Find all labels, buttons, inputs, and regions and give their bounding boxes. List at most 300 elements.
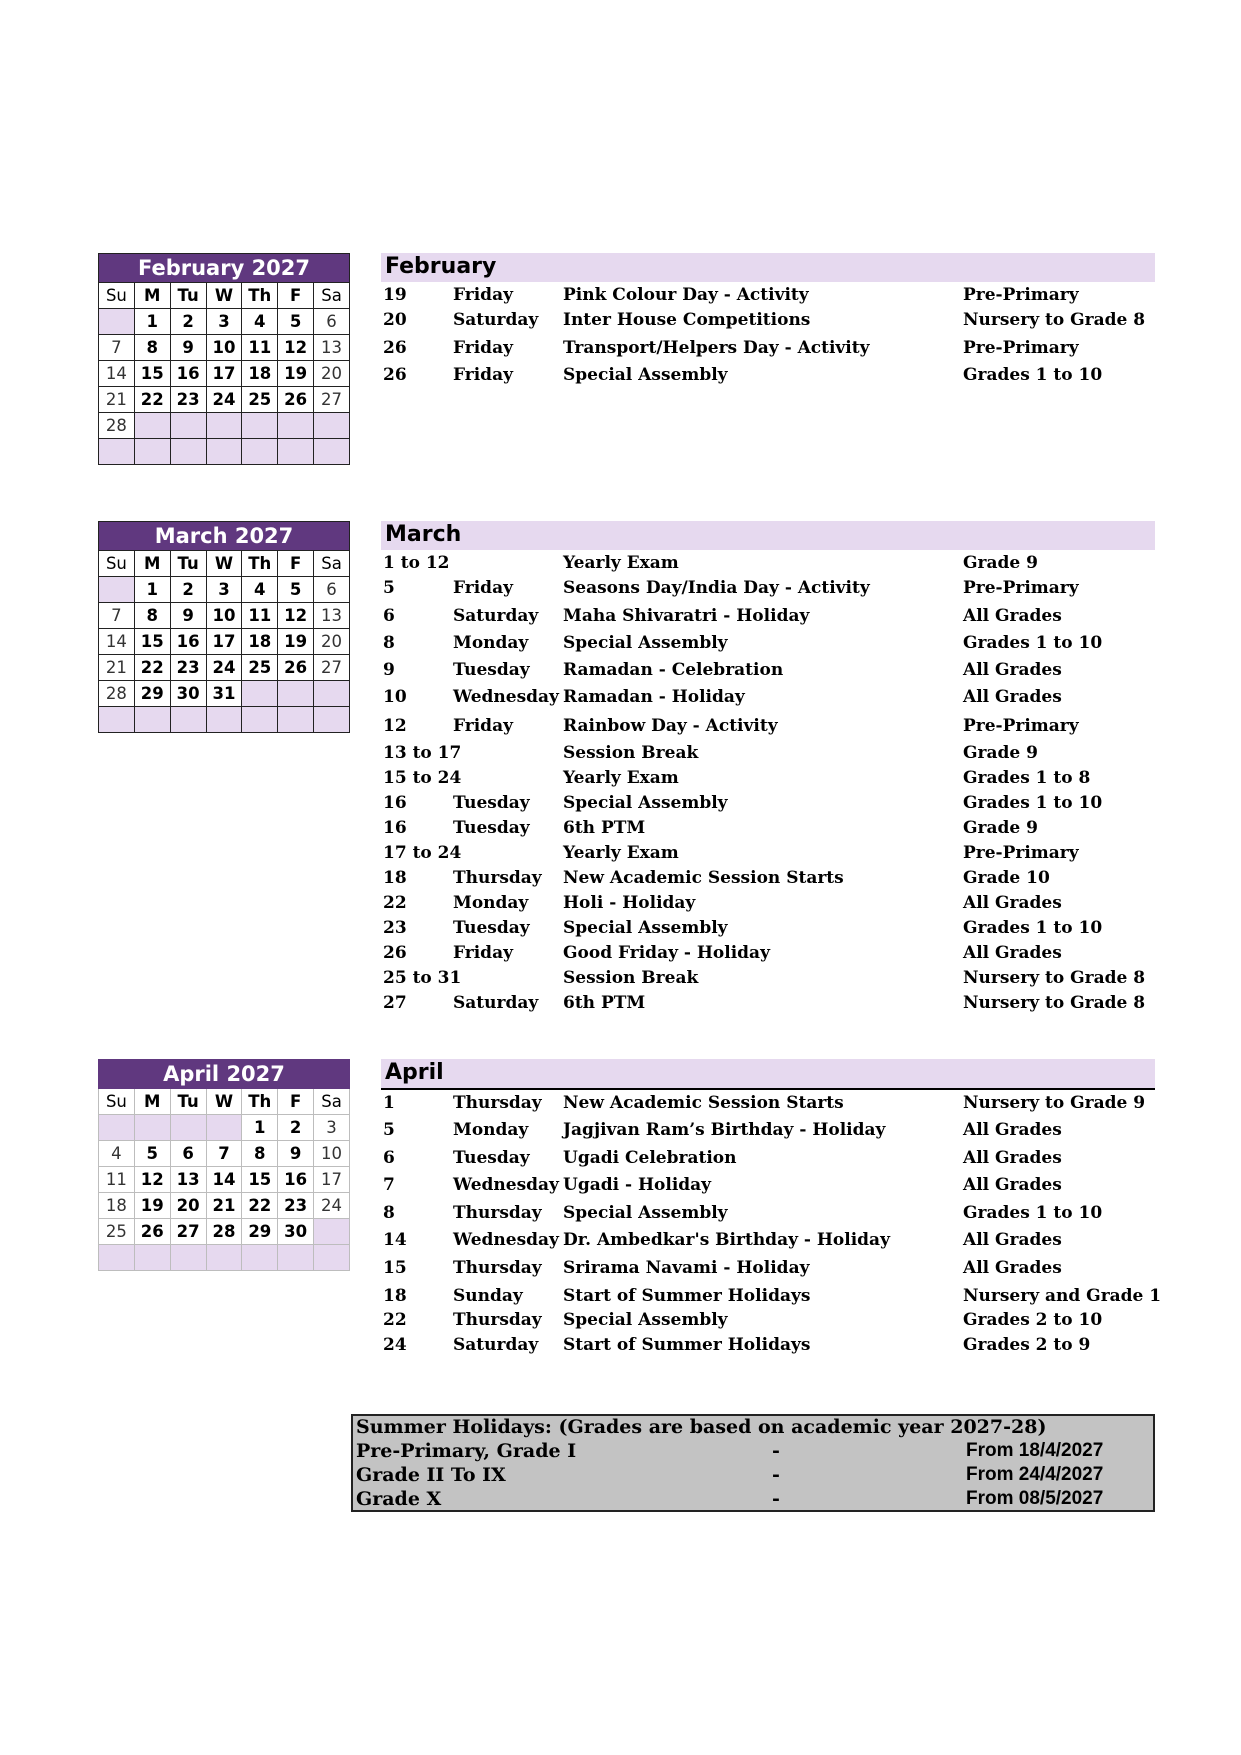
calendar-day: 3	[206, 577, 242, 603]
event-weekday: Wednesday	[453, 1230, 559, 1250]
calendar-day: 5	[278, 309, 314, 335]
weekday-label: Sa	[314, 283, 350, 309]
month-header-march	[381, 521, 1155, 550]
calendar-week-row	[99, 577, 350, 603]
event-row	[383, 553, 1163, 575]
event-title: Special Assembly	[563, 365, 728, 385]
calendar-empty-cell	[278, 707, 314, 733]
calendar-empty-cell	[99, 1245, 135, 1271]
event-grades: Pre-Primary	[963, 578, 1079, 598]
event-weekday: Friday	[453, 338, 513, 358]
calendar-empty-cell	[206, 439, 242, 465]
calendar-day: 8	[134, 603, 170, 629]
event-row	[383, 743, 1163, 765]
calendar-day: 23	[170, 655, 206, 681]
event-date: 6	[383, 606, 395, 626]
calendar-day: 12	[278, 603, 314, 629]
calendar-empty-cell	[206, 1115, 242, 1141]
event-title: Ugadi - Holiday	[563, 1175, 712, 1195]
calendar-week-row	[99, 655, 350, 681]
calendar-day: 14	[99, 361, 135, 387]
calendar-day: 28	[99, 681, 135, 707]
calendar-title: March 2027	[99, 522, 350, 551]
calendar-day: 10	[206, 603, 242, 629]
event-date: 24	[383, 1335, 407, 1355]
event-grades: Grades 2 to 9	[963, 1335, 1091, 1355]
event-title: Special Assembly	[563, 1203, 728, 1223]
event-row	[383, 1175, 1163, 1197]
event-title: Rainbow Day - Activity	[563, 716, 778, 736]
weekday-header-row	[99, 551, 350, 577]
event-title: Special Assembly	[563, 633, 728, 653]
event-title: Ugadi Celebration	[563, 1148, 737, 1168]
calendar-day: 2	[170, 309, 206, 335]
weekday-label: Tu	[170, 283, 206, 309]
calendar-empty-cell	[170, 413, 206, 439]
event-date: 7	[383, 1175, 395, 1195]
event-date: 18	[383, 1286, 407, 1306]
calendar-day: 3	[314, 1115, 350, 1141]
summer-holidays-box	[351, 1414, 1155, 1512]
calendar-day: 27	[314, 387, 350, 413]
calendar-day: 18	[242, 361, 278, 387]
event-weekday: Tuesday	[453, 793, 530, 813]
event-title: Start of Summer Holidays	[563, 1286, 811, 1306]
event-weekday: Friday	[453, 716, 513, 736]
calendar-day: 9	[170, 603, 206, 629]
calendar-empty-cell	[278, 681, 314, 707]
summer-from: From 24/4/2027	[966, 1464, 1104, 1485]
calendar-day: 7	[99, 335, 135, 361]
calendar-day: 13	[314, 603, 350, 629]
calendar-day: 24	[206, 655, 242, 681]
event-grades: All Grades	[963, 1148, 1062, 1168]
event-date: 26	[383, 338, 407, 358]
event-row	[383, 1335, 1163, 1357]
calendar-day: 7	[206, 1141, 242, 1167]
event-date: 13 to 17	[383, 743, 462, 763]
event-row	[383, 338, 1163, 360]
event-weekday: Tuesday	[453, 818, 530, 838]
event-title: Yearly Exam	[563, 843, 679, 863]
event-date: 22	[383, 1310, 407, 1330]
event-row	[383, 1093, 1163, 1115]
weekday-label: Tu	[170, 1089, 206, 1115]
weekday-label: Sa	[314, 1089, 350, 1115]
event-row	[383, 1286, 1163, 1308]
event-weekday: Saturday	[453, 1335, 539, 1355]
calendar-empty-cell	[99, 577, 135, 603]
event-row	[383, 993, 1163, 1015]
summer-row	[356, 1440, 1151, 1464]
calendar-day: 16	[170, 629, 206, 655]
calendar-week-row	[99, 707, 350, 733]
month-title: April	[385, 1060, 444, 1085]
event-title: Yearly Exam	[563, 768, 679, 788]
event-weekday: Saturday	[453, 310, 539, 330]
event-grades: Grade 9	[963, 553, 1038, 573]
event-row	[383, 843, 1163, 865]
summer-from: From 18/4/2027	[966, 1440, 1104, 1461]
summer-group: Grade X	[356, 1488, 442, 1510]
calendar-day: 12	[134, 1167, 170, 1193]
event-weekday: Monday	[453, 893, 529, 913]
calendar-week-row	[99, 1141, 350, 1167]
calendar-day: 20	[314, 629, 350, 655]
calendar-empty-cell	[170, 439, 206, 465]
calendar-day: 10	[314, 1141, 350, 1167]
event-row	[383, 716, 1163, 738]
event-title: New Academic Session Starts	[563, 868, 844, 888]
event-date: 20	[383, 310, 407, 330]
calendar-day: 17	[206, 629, 242, 655]
event-row	[383, 918, 1163, 940]
event-grades: All Grades	[963, 687, 1062, 707]
calendar-day: 14	[99, 629, 135, 655]
calendar-day: 8	[242, 1141, 278, 1167]
calendar-day: 28	[99, 413, 135, 439]
event-grades: Nursery to Grade 9	[963, 1093, 1146, 1113]
event-grades: Pre-Primary	[963, 716, 1079, 736]
calendar-day: 29	[134, 681, 170, 707]
calendar-day: 11	[242, 335, 278, 361]
event-title: Special Assembly	[563, 918, 728, 938]
calendar-day: 30	[278, 1219, 314, 1245]
calendar-empty-cell	[314, 439, 350, 465]
summer-dash: -	[772, 1488, 780, 1510]
event-date: 26	[383, 365, 407, 385]
calendar-week-row	[99, 603, 350, 629]
calendar-day: 2	[170, 577, 206, 603]
event-weekday: Friday	[453, 578, 513, 598]
calendar-day: 19	[278, 629, 314, 655]
event-row	[383, 606, 1163, 628]
event-grades: Pre-Primary	[963, 843, 1079, 863]
calendar-day: 4	[99, 1141, 135, 1167]
event-date: 8	[383, 633, 395, 653]
event-grades: All Grades	[963, 660, 1062, 680]
calendar-empty-cell	[170, 1245, 206, 1271]
summer-dash: -	[772, 1464, 780, 1486]
calendar-day: 1	[134, 577, 170, 603]
calendar-empty-cell	[314, 1219, 350, 1245]
calendar-day: 9	[170, 335, 206, 361]
event-date: 15	[383, 1258, 407, 1278]
weekday-label: Su	[99, 551, 135, 577]
event-weekday: Wednesday	[453, 687, 559, 707]
weekday-label: Th	[242, 283, 278, 309]
event-grades: All Grades	[963, 606, 1062, 626]
event-title: 6th PTM	[563, 818, 646, 838]
calendar-week-row	[99, 1219, 350, 1245]
calendar-empty-cell	[134, 707, 170, 733]
calendar-empty-cell	[242, 681, 278, 707]
calendar-day: 19	[134, 1193, 170, 1219]
event-title: Inter House Competitions	[563, 310, 811, 330]
event-weekday: Thursday	[453, 1310, 542, 1330]
event-row	[383, 1148, 1163, 1170]
event-grades: Grades 1 to 8	[963, 768, 1091, 788]
event-title: Jagjivan Ram’s Birthday - Holiday	[563, 1120, 886, 1140]
calendar-empty-cell	[99, 439, 135, 465]
event-date: 6	[383, 1148, 395, 1168]
month-header-february	[381, 253, 1155, 282]
calendar-empty-cell	[242, 1245, 278, 1271]
calendar-empty-cell	[99, 1115, 135, 1141]
calendar-empty-cell	[99, 707, 135, 733]
event-grades: Grades 2 to 10	[963, 1310, 1103, 1330]
event-date: 23	[383, 918, 407, 938]
summer-heading-text: Summer Holidays: (Grades are based on academic year 2027-28)	[356, 1416, 1047, 1438]
calendar-day: 5	[134, 1141, 170, 1167]
calendar-day: 5	[278, 577, 314, 603]
event-grades: Grades 1 to 10	[963, 918, 1103, 938]
summer-dash: -	[772, 1440, 780, 1462]
event-date: 17 to 24	[383, 843, 462, 863]
calendar-day: 4	[242, 577, 278, 603]
event-title: Srirama Navami - Holiday	[563, 1258, 810, 1278]
event-title: Maha Shivaratri - Holiday	[563, 606, 810, 626]
calendar-day: 26	[278, 387, 314, 413]
calendar-day: 7	[99, 603, 135, 629]
event-grades: All Grades	[963, 1258, 1062, 1278]
event-weekday: Monday	[453, 1120, 529, 1140]
calendar-day: 6	[314, 309, 350, 335]
event-row	[383, 768, 1163, 790]
calendar-title: February 2027	[99, 254, 350, 283]
event-row	[383, 687, 1163, 709]
summer-heading	[356, 1416, 1151, 1440]
calendar-empty-cell	[314, 707, 350, 733]
calendar-empty-cell	[99, 309, 135, 335]
event-date: 8	[383, 1203, 395, 1223]
event-weekday: Thursday	[453, 1258, 542, 1278]
calendar-empty-cell	[134, 413, 170, 439]
event-date: 16	[383, 793, 407, 813]
event-grades: All Grades	[963, 1120, 1062, 1140]
calendar-empty-cell	[314, 1245, 350, 1271]
event-weekday: Thursday	[453, 1093, 542, 1113]
event-grades: Pre-Primary	[963, 338, 1079, 358]
summer-row	[356, 1464, 1151, 1488]
event-row	[383, 633, 1163, 655]
event-title: Yearly Exam	[563, 553, 679, 573]
event-grades: Grade 9	[963, 743, 1038, 763]
event-grades: Grades 1 to 10	[963, 633, 1103, 653]
event-weekday: Wednesday	[453, 1175, 559, 1195]
calendar-week-row	[99, 439, 350, 465]
event-row	[383, 868, 1163, 890]
event-row	[383, 1258, 1163, 1280]
mini-calendar-february	[98, 253, 350, 465]
event-weekday: Friday	[453, 285, 513, 305]
summer-group: Pre-Primary, Grade I	[356, 1440, 577, 1462]
weekday-label: Su	[99, 283, 135, 309]
calendar-empty-cell	[242, 707, 278, 733]
calendar-day: 13	[314, 335, 350, 361]
weekday-header-row	[99, 1089, 350, 1115]
calendar-day: 22	[134, 387, 170, 413]
calendar-day: 1	[242, 1115, 278, 1141]
event-title: Good Friday - Holiday	[563, 943, 770, 963]
event-date: 9	[383, 660, 395, 680]
calendar-day: 3	[206, 309, 242, 335]
event-title: Ramadan - Celebration	[563, 660, 784, 680]
summer-row	[356, 1488, 1151, 1512]
event-row	[383, 578, 1163, 600]
event-weekday: Thursday	[453, 868, 542, 888]
event-date: 5	[383, 1120, 395, 1140]
event-title: Holi - Holiday	[563, 893, 696, 913]
event-grades: Grade 10	[963, 868, 1050, 888]
calendar-day: 8	[134, 335, 170, 361]
calendar-week-row	[99, 361, 350, 387]
event-date: 16	[383, 818, 407, 838]
calendar-day: 6	[170, 1141, 206, 1167]
event-grades: Nursery to Grade 8	[963, 310, 1146, 330]
event-title: Seasons Day/India Day - Activity	[563, 578, 870, 598]
calendar-empty-cell	[242, 413, 278, 439]
event-weekday: Saturday	[453, 993, 539, 1013]
calendar-empty-cell	[170, 707, 206, 733]
calendar-day: 30	[170, 681, 206, 707]
calendar-day: 10	[206, 335, 242, 361]
event-weekday: Sunday	[453, 1286, 523, 1306]
event-weekday: Friday	[453, 365, 513, 385]
weekday-label: F	[278, 283, 314, 309]
calendar-day: 11	[242, 603, 278, 629]
event-grades: All Grades	[963, 1175, 1062, 1195]
event-date: 19	[383, 285, 407, 305]
calendar-empty-cell	[170, 1115, 206, 1141]
calendar-day: 26	[278, 655, 314, 681]
event-weekday: Tuesday	[453, 1148, 530, 1168]
weekday-label: Sa	[314, 551, 350, 577]
calendar-week-row	[99, 681, 350, 707]
event-date: 10	[383, 687, 407, 707]
calendar-week-row	[99, 387, 350, 413]
calendar-day: 16	[170, 361, 206, 387]
calendar-week-row	[99, 1115, 350, 1141]
calendar-week-row	[99, 309, 350, 335]
calendar-empty-cell	[314, 413, 350, 439]
calendar-day: 18	[99, 1193, 135, 1219]
event-weekday: Tuesday	[453, 660, 530, 680]
weekday-label: W	[206, 1089, 242, 1115]
calendar-week-row	[99, 413, 350, 439]
weekday-label: W	[206, 551, 242, 577]
calendar-day: 14	[206, 1167, 242, 1193]
summer-group: Grade II To IX	[356, 1464, 506, 1486]
event-row	[383, 943, 1163, 965]
month-header-april	[381, 1059, 1155, 1090]
event-date: 25 to 31	[383, 968, 462, 988]
calendar-day: 18	[242, 629, 278, 655]
event-date: 27	[383, 993, 407, 1013]
calendar-day: 12	[278, 335, 314, 361]
event-weekday: Saturday	[453, 606, 539, 626]
event-date: 22	[383, 893, 407, 913]
calendar-day: 17	[206, 361, 242, 387]
calendar-day: 23	[278, 1193, 314, 1219]
weekday-label: Th	[242, 551, 278, 577]
calendar-empty-cell	[206, 707, 242, 733]
event-grades: Pre-Primary	[963, 285, 1079, 305]
event-date: 18	[383, 868, 407, 888]
calendar-day: 21	[206, 1193, 242, 1219]
event-grades: Nursery to Grade 8	[963, 968, 1146, 988]
calendar-empty-cell	[278, 1245, 314, 1271]
event-weekday: Monday	[453, 633, 529, 653]
calendar-week-row	[99, 1167, 350, 1193]
weekday-label: W	[206, 283, 242, 309]
event-title: Session Break	[563, 743, 699, 763]
calendar-empty-cell	[134, 1115, 170, 1141]
calendar-day: 23	[170, 387, 206, 413]
calendar-day: 22	[242, 1193, 278, 1219]
calendar-day: 28	[206, 1219, 242, 1245]
event-row	[383, 285, 1163, 307]
calendar-empty-cell	[278, 413, 314, 439]
calendar-day: 29	[242, 1219, 278, 1245]
weekday-label: Tu	[170, 551, 206, 577]
event-row	[383, 310, 1163, 332]
event-weekday: Tuesday	[453, 918, 530, 938]
event-row	[383, 660, 1163, 682]
calendar-day: 15	[242, 1167, 278, 1193]
event-row	[383, 1230, 1163, 1252]
calendar-week-row	[99, 335, 350, 361]
event-row	[383, 365, 1163, 387]
calendar-empty-cell	[206, 1245, 242, 1271]
mini-calendar-april	[98, 1059, 350, 1271]
event-date: 15 to 24	[383, 768, 462, 788]
calendar-day: 27	[314, 655, 350, 681]
month-title: March	[385, 522, 462, 547]
event-row	[383, 1203, 1163, 1225]
event-title: Start of Summer Holidays	[563, 1335, 811, 1355]
calendar-day: 24	[314, 1193, 350, 1219]
event-grades: All Grades	[963, 943, 1062, 963]
calendar-empty-cell	[278, 439, 314, 465]
event-row	[383, 968, 1163, 990]
calendar-day: 26	[134, 1219, 170, 1245]
calendar-day: 20	[170, 1193, 206, 1219]
event-row	[383, 793, 1163, 815]
event-title: Special Assembly	[563, 1310, 728, 1330]
weekday-label: M	[134, 283, 170, 309]
event-date: 1 to 12	[383, 553, 450, 573]
weekday-label: F	[278, 551, 314, 577]
calendar-day: 6	[314, 577, 350, 603]
calendar-day: 25	[242, 387, 278, 413]
calendar-empty-cell	[314, 681, 350, 707]
event-weekday: Friday	[453, 943, 513, 963]
event-title: Dr. Ambedkar's Birthday - Holiday	[563, 1230, 890, 1250]
weekday-label: Th	[242, 1089, 278, 1115]
calendar-empty-cell	[134, 439, 170, 465]
calendar-day: 17	[314, 1167, 350, 1193]
calendar-day: 1	[134, 309, 170, 335]
calendar-day: 22	[134, 655, 170, 681]
calendar-empty-cell	[242, 439, 278, 465]
event-row	[383, 1310, 1163, 1332]
event-grades: Grades 1 to 10	[963, 365, 1103, 385]
weekday-label: F	[278, 1089, 314, 1115]
calendar-day: 24	[206, 387, 242, 413]
event-row	[383, 818, 1163, 840]
event-grades: Grade 9	[963, 818, 1038, 838]
